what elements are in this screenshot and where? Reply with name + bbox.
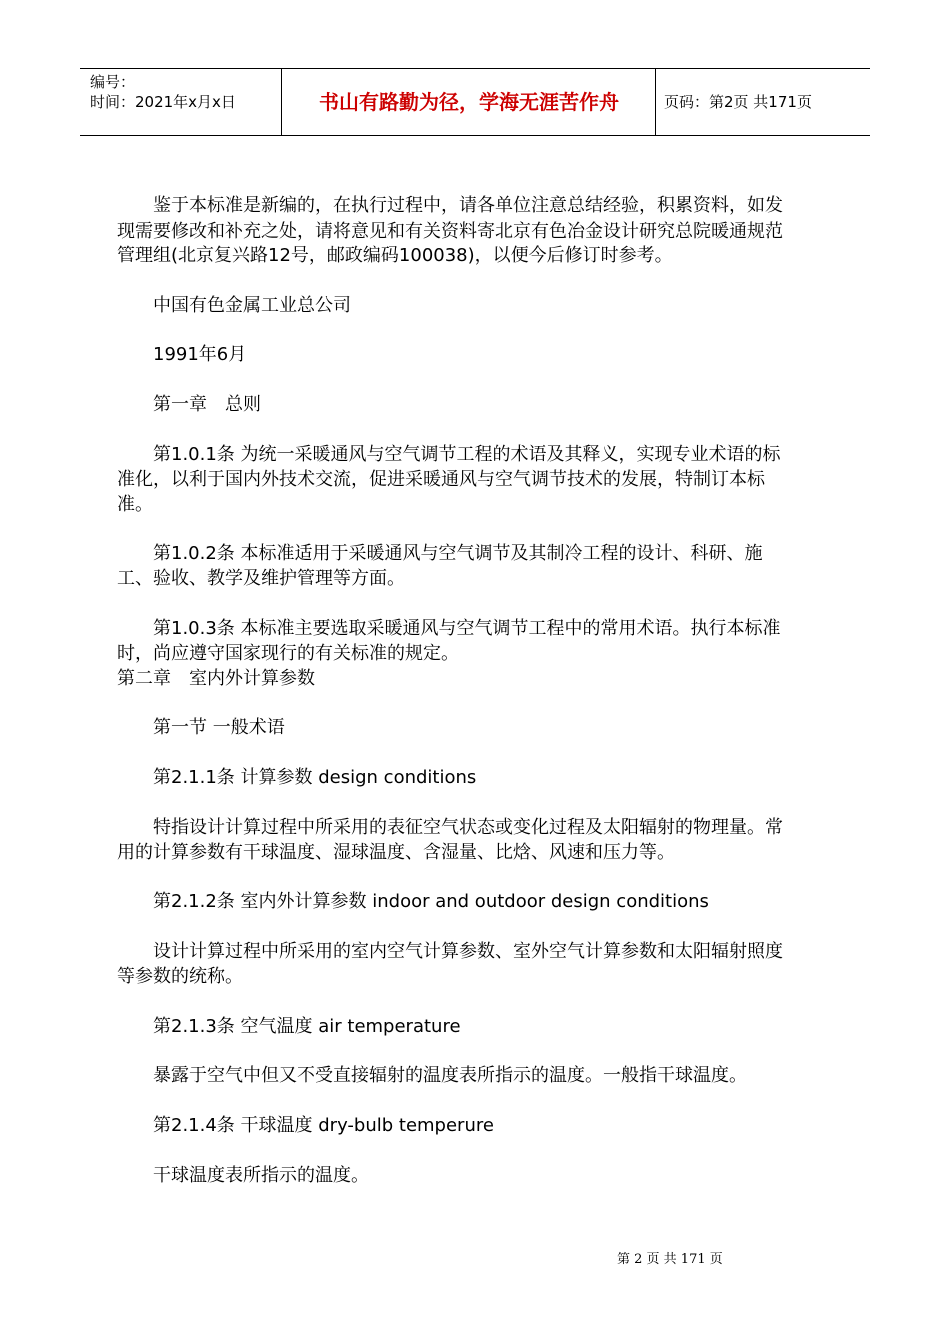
section-heading: 第一节 一般术语 xyxy=(117,717,285,738)
term-heading: 第2.1.3条 空气温度 air temperature xyxy=(117,1016,461,1037)
chapter-heading: 第二章 室内外计算参数 xyxy=(117,668,315,689)
chapter-heading: 第一章 总则 xyxy=(117,394,261,415)
text-line: 时，尚应遵守国家现行的有关标准的规定。 xyxy=(117,643,459,664)
page-footer: 第 2 页 共 171 页 xyxy=(617,1252,723,1267)
text-line: 工、验收、教学及维护管理等方面。 xyxy=(117,568,405,589)
term-heading: 第2.1.2条 室内外计算参数 indoor and outdoor design conditions xyxy=(117,891,709,912)
text-line: 管理组(北京复兴路12号，邮政编码100038)，以便今后修订时参考。 xyxy=(117,245,673,266)
term-heading: 第2.1.1条 计算参数 design conditions xyxy=(117,767,477,788)
date-label: 时间：2021年x月x日 xyxy=(90,93,236,111)
text-line: 第1.0.1条 为统一采暖通风与空气调节工程的术语及其释义，实现专业术语的标 xyxy=(117,444,781,465)
header-page-info: 页码：第2页 共171页 xyxy=(664,93,812,111)
term-heading: 第2.1.4条 干球温度 dry-bulb temperure xyxy=(117,1115,494,1136)
text-line: 第1.0.3条 本标准主要选取采暖通风与空气调节工程中的常用术语。执行本标准 xyxy=(117,618,781,639)
document-header xyxy=(80,68,870,136)
header-motto: 书山有路勤为径，学海无涯苦作舟 xyxy=(319,90,619,114)
text-line: 设计计算过程中所采用的室内空气计算参数、室外空气计算参数和太阳辐射照度 xyxy=(117,941,783,962)
number-label: 编号： xyxy=(90,73,136,91)
text-line: 准。 xyxy=(117,494,153,515)
text-line: 等参数的统称。 xyxy=(117,966,243,987)
text-line: 用的计算参数有干球温度、湿球温度、含湿量、比焓、风速和压力等。 xyxy=(117,842,675,863)
text-line: 准化，以利于国内外技术交流，促进采暖通风与空气调节技术的发展，特制订本标 xyxy=(117,469,765,490)
text-line: 1991年6月 xyxy=(117,344,247,365)
text-line: 暴露于空气中但又不受直接辐射的温度表所指示的温度。一般指干球温度。 xyxy=(117,1065,747,1086)
text-line: 现需要修改和补充之处，请将意见和有关资料寄北京有色冶金设计研究总院暖通规范 xyxy=(117,221,783,242)
text-line: 中国有色金属工业总公司 xyxy=(117,295,351,316)
text-line: 特指设计计算过程中所采用的表征空气状态或变化过程及太阳辐射的物理量。常 xyxy=(117,817,783,838)
text-line: 第1.0.2条 本标准适用于采暖通风与空气调节及其制冷工程的设计、科研、施 xyxy=(117,543,763,564)
text-line: 鉴于本标准是新编的，在执行过程中，请各单位注意总结经验，积累资料，如发 xyxy=(117,195,783,216)
text-line: 干球温度表所指示的温度。 xyxy=(117,1165,369,1186)
header-meta xyxy=(90,72,236,112)
